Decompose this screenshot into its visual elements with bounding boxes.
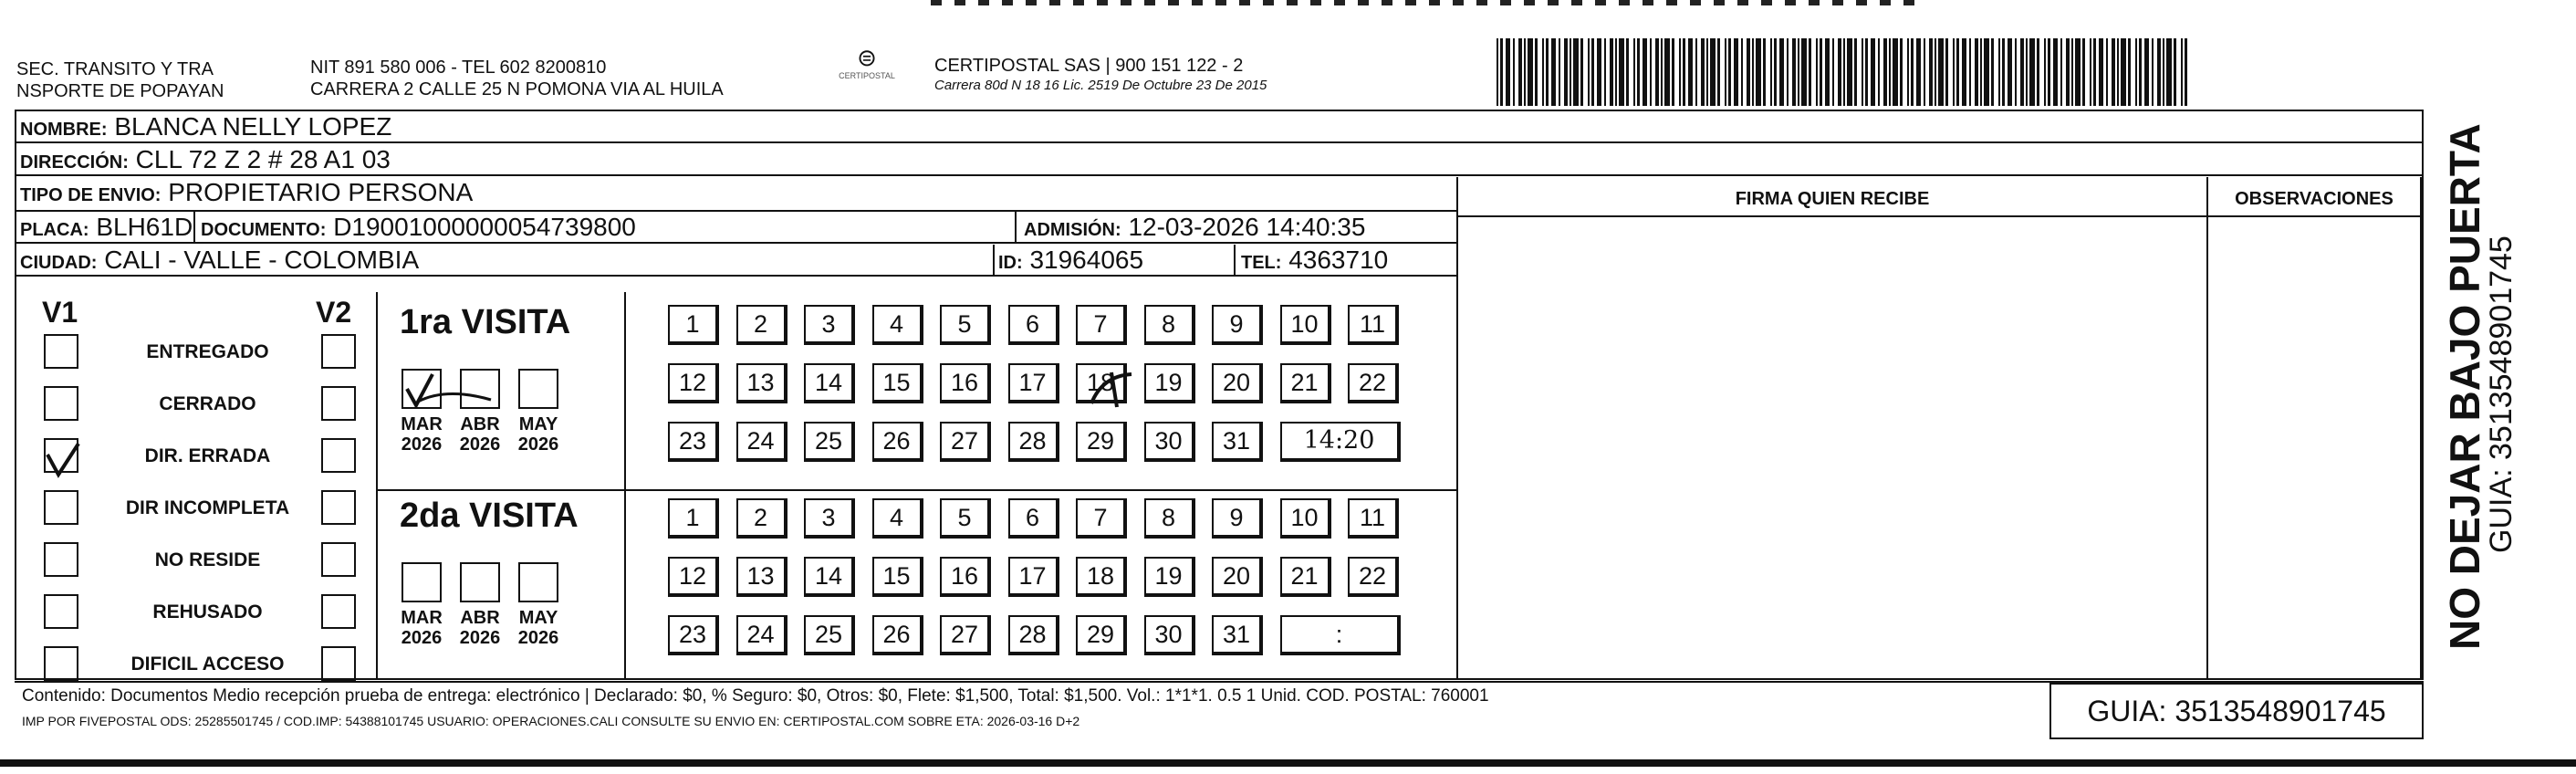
second-visit-day[interactable]: 18 [1076, 557, 1127, 597]
barcode-bar [1518, 38, 1522, 106]
barcode-bar [1683, 38, 1685, 106]
v2-checkbox[interactable] [321, 542, 356, 577]
first-visit-month-label [511, 414, 566, 455]
barcode-bar [1756, 38, 1761, 106]
second-visit-day[interactable]: 6 [1008, 498, 1059, 539]
second-visit-day[interactable]: 19 [1144, 557, 1195, 597]
status-option-label: REHUSADO [152, 601, 263, 622]
barcode-bar [1935, 38, 1936, 106]
barcode-bar [1962, 38, 1966, 106]
barcode-bar [1513, 38, 1515, 106]
barcode-bar [1792, 38, 1796, 106]
barcode-bar [1820, 38, 1822, 106]
barcode-bar [1615, 38, 1617, 106]
first-visit-day[interactable]: 22 [1348, 363, 1399, 403]
second-visit-day[interactable]: 16 [940, 557, 991, 597]
second-visit-day[interactable]: 27 [940, 615, 991, 655]
v1-checkbox[interactable] [44, 334, 78, 369]
barcode-bar [2060, 38, 2062, 106]
divider-visits [624, 292, 626, 679]
first-visit-day[interactable]: 30 [1144, 422, 1195, 462]
barcode-bar [1816, 38, 1818, 106]
second-visit-day[interactable]: 7 [1076, 498, 1127, 539]
barcode-bar [1945, 38, 1948, 106]
status-option-label: CERRADO [159, 393, 256, 414]
barcode-bar [1984, 38, 1989, 106]
sender-line-1: SEC. TRANSITO Y TRA [16, 59, 214, 79]
row-direccion [15, 144, 2424, 176]
barcode-bar [1865, 38, 1868, 106]
v1-checkbox[interactable] [44, 490, 78, 525]
first-visit-day[interactable]: 21 [1280, 363, 1331, 403]
v2-checkbox[interactable] [321, 334, 356, 369]
barcode-bar [2029, 38, 2035, 106]
barcode-bar [1551, 38, 1556, 106]
barcode-bar [1619, 38, 1624, 106]
barcode-bar [1774, 38, 1777, 106]
barcode-bar [1588, 38, 1590, 106]
first-visit-day[interactable]: 1 [668, 305, 719, 345]
barcode-bar [1878, 38, 1880, 106]
barcode-bar [1706, 38, 1708, 106]
barcode-bar [1787, 38, 1789, 106]
status-option-label: DIFICIL ACCESO [130, 654, 285, 675]
second-visit-month-label [394, 608, 449, 648]
barcode-bar [1725, 38, 1726, 106]
admision-cell [1024, 212, 1365, 246]
barcode-bar [1991, 38, 1994, 106]
first-visit-day[interactable]: 29 [1076, 422, 1127, 462]
first-visit-month-label [453, 414, 507, 455]
first-visit-day[interactable]: 23 [668, 422, 719, 462]
barcode-bar [1643, 38, 1647, 106]
barcode-bar [1524, 38, 1526, 106]
barcode-bar [1633, 38, 1635, 106]
barcode-bar [1591, 38, 1594, 106]
barcode-bar [2020, 38, 2024, 106]
first-visit-day[interactable]: 24 [736, 422, 787, 462]
second-visit-day[interactable]: 14 [804, 557, 855, 597]
barcode-bar [1747, 38, 1750, 106]
second-visit-day[interactable]: 22 [1348, 557, 1399, 597]
observaciones-header: OBSERVACIONES [2235, 189, 2393, 209]
barcode-bar [1546, 38, 1549, 106]
barcode-bar [1843, 38, 1845, 106]
second-visit-month-box[interactable] [460, 562, 500, 602]
second-visit-day[interactable]: 13 [736, 557, 787, 597]
check-dir-errada-icon [42, 440, 82, 480]
admision-label: ADMISIÓN: [1024, 220, 1121, 240]
barcode-bar [1559, 38, 1560, 106]
barcode-bar [2071, 38, 2073, 106]
courier-info [934, 55, 1267, 95]
barcode-bar [2066, 38, 2070, 106]
v2-checkbox[interactable] [321, 646, 356, 681]
status-option-label: DIR. ERRADA [144, 445, 271, 466]
barcode-bar [2152, 38, 2154, 106]
first-visit-day[interactable]: 20 [1212, 363, 1263, 403]
first-visit-day[interactable]: 11 [1348, 305, 1399, 345]
admision-value: 12-03-2026 14:40:35 [1128, 213, 1366, 241]
barcode-bar [1900, 38, 1903, 106]
id-cell [998, 245, 1143, 278]
barcode-bar [2144, 38, 2149, 106]
first-visit-day[interactable]: 4 [872, 305, 923, 345]
barcode-bar [1728, 38, 1731, 106]
documento-value: D19001000000054739800 [333, 213, 636, 241]
barcode-bar [2008, 38, 2012, 106]
second-visit-day[interactable]: 23 [668, 615, 719, 655]
barcode-bar [1854, 38, 1857, 106]
divider-id [993, 245, 995, 277]
barcode-bar [2135, 38, 2137, 106]
divider-placa [193, 212, 195, 244]
footer-contents: Contenido: Documentos Medio recepción prueba de entrega: electrónico | Declarado: $0, % Seguro: $0, Otros: $0, Flete: $1,500, Total: $1,500. Vol.: 1*1*1. 0.5 1 Unid. COD. POSTAL: 760001 [22, 686, 1489, 706]
side-guia: GUIA: 3513548901745 [2484, 235, 2519, 553]
documento-label: DOCUMENTO: [201, 220, 327, 240]
nombre-label: NOMBRE: [20, 120, 108, 140]
barcode-bar [1580, 38, 1583, 106]
second-visit-day[interactable]: 26 [872, 615, 923, 655]
v1-checkbox[interactable] [44, 646, 78, 681]
barcode-bar [1741, 38, 1743, 106]
barcode-bar [1832, 38, 1834, 106]
id-value: 31964065 [1029, 246, 1144, 274]
direccion-label: DIRECCIÓN: [20, 152, 129, 173]
courier-line: CERTIPOSTAL SAS | 900 151 122 - 2 [934, 56, 1244, 76]
row-ciudad [15, 245, 1456, 277]
barcode-bar [2099, 38, 2103, 106]
direccion-value: CLL 72 Z 2 # 28 A1 03 [135, 145, 391, 173]
v1-checkbox[interactable] [44, 386, 78, 421]
second-visit-day[interactable]: 25 [804, 615, 855, 655]
barcode-bar [2121, 38, 2126, 106]
certipostal-logo [821, 44, 913, 99]
barcode-bar [1672, 38, 1674, 106]
first-visit-day[interactable]: 12 [668, 363, 719, 403]
v2-header: V2 [316, 296, 352, 329]
barcode-bar [2015, 38, 2017, 106]
second-visit-day[interactable]: 24 [736, 615, 787, 655]
second-visit-day[interactable]: 28 [1008, 615, 1059, 655]
barcode-bar [1763, 38, 1766, 106]
barcode-bar [1734, 38, 1738, 106]
barcode-bar [1573, 38, 1579, 106]
first-visit-day[interactable]: 9 [1212, 305, 1263, 345]
courier-address: Carrera 80d N 18 16 Lic. 2519 De Octubre 23 De 2015 [934, 78, 1267, 93]
v2-checkbox[interactable] [321, 438, 356, 473]
barcode-bar [1924, 38, 1925, 106]
barcode-bar [2181, 38, 2183, 106]
barcode-bar [1998, 38, 2000, 106]
status-option-label: NO RESIDE [154, 549, 261, 570]
first-visit-day[interactable]: 2 [736, 305, 787, 345]
first-visit-day[interactable]: 10 [1280, 305, 1331, 345]
handwritten-check-march [396, 369, 496, 414]
handwritten-mark-day-18 [1084, 367, 1139, 413]
second-visit-day[interactable]: 5 [940, 498, 991, 539]
second-visit-day[interactable]: 20 [1212, 557, 1263, 597]
firma-header: FIRMA QUIEN RECIBE [1735, 189, 1930, 209]
row-nombre [15, 111, 2424, 143]
barcode-bar [1893, 38, 1898, 106]
ciudad-value: CALI - VALLE - COLOMBIA [104, 246, 420, 274]
first-visit-day[interactable]: 13 [736, 363, 787, 403]
barcode-bar [2093, 38, 2096, 106]
barcode-bar [1661, 38, 1663, 106]
second-visit-month-box[interactable] [518, 562, 558, 602]
barcode-bar [1969, 38, 1971, 106]
barcode-bar [2106, 38, 2108, 106]
barcode-bar [1838, 38, 1841, 106]
first-visit-day[interactable]: 16 [940, 363, 991, 403]
barcode-bar [1862, 38, 1863, 106]
barcode-bar [1626, 38, 1629, 106]
second-visit-day[interactable]: 29 [1076, 615, 1127, 655]
month-year: 2026 [517, 628, 559, 648]
sender-contact [310, 57, 724, 100]
barcode-bar [1717, 38, 1720, 106]
month-year: 2026 [401, 628, 443, 648]
placa-value: BLH61D [96, 213, 193, 241]
no-dejar-bajo-puerta: NO DEJAR BAJO PUERTA [2441, 123, 2488, 650]
first-visit-month-label [394, 414, 449, 455]
first-visit-day[interactable]: 25 [804, 422, 855, 462]
month-name: MAY [518, 608, 558, 628]
month-year: 2026 [459, 434, 501, 455]
month-name: ABR [460, 414, 500, 434]
barcode-bar [1929, 38, 1933, 106]
first-visit-day[interactable]: 18 [1076, 363, 1127, 403]
barcode-bar [2075, 38, 2081, 106]
tel-cell [1241, 245, 1388, 278]
footer-imp: IMP POR FIVEPOSTAL ODS: 25285501745 / COD.IMP: 54388101745 USUARIO: OPERACIONES.CALI CONSULTE SU ENVIO EN: CERTIPOSTAL.COM SOBRE ETA: 2026-03-16 D+2 [22, 714, 1080, 728]
id-label: ID: [998, 253, 1023, 273]
first-visit-day[interactable]: 15 [872, 363, 923, 403]
first-visit-day[interactable]: 27 [940, 422, 991, 462]
sender-line-2: NSPORTE DE POPAYAN [16, 81, 224, 101]
divider-right [2420, 177, 2422, 679]
status-option-label: ENTREGADO [146, 341, 269, 362]
header-underline [1458, 215, 2420, 217]
barcode-bar [1500, 38, 1503, 106]
barcode-bar [1907, 38, 1909, 106]
month-name: MAR [401, 608, 443, 628]
barcode-bar [2128, 38, 2131, 106]
barcode-bar [2082, 38, 2085, 106]
first-visit-time[interactable]: 14:20 [1280, 422, 1401, 462]
barcode-bar [1770, 38, 1772, 106]
first-visit-day[interactable]: 5 [940, 305, 991, 345]
barcode-bar [2002, 38, 2005, 106]
barcode-bar [1688, 38, 1693, 106]
second-visit-day[interactable]: 4 [872, 498, 923, 539]
barcode-bar [1506, 38, 1510, 106]
tel-label: TEL: [1241, 253, 1282, 273]
barcode-bar [1871, 38, 1875, 106]
sender-name [16, 58, 224, 102]
barcode-bar [2044, 38, 2046, 106]
second-visit-time[interactable]: : [1280, 615, 1401, 655]
barcode-bar [1752, 38, 1754, 106]
barcode [1497, 38, 2190, 106]
barcode-bar [2026, 38, 2028, 106]
second-visit-month-label [511, 608, 566, 648]
v2-checkbox[interactable] [321, 386, 356, 421]
divider-second-visit [378, 489, 1456, 491]
barcode-bar [2090, 38, 2091, 106]
second-visit-day[interactable]: 12 [668, 557, 719, 597]
nombre-value: BLANCA NELLY LOPEZ [114, 112, 392, 141]
barcode-bar [2053, 38, 2058, 106]
barcode-bar [1883, 38, 1887, 106]
month-name: MAR [401, 414, 443, 434]
first-visit-day[interactable]: 19 [1144, 363, 1195, 403]
barcode-bar [1975, 38, 1978, 106]
barcode-bar [1911, 38, 1914, 106]
first-visit-day[interactable]: 17 [1008, 363, 1059, 403]
first-visit-day[interactable]: 26 [872, 422, 923, 462]
bottom-edge [0, 759, 2576, 767]
barcode-bar [1889, 38, 1891, 106]
certipostal-logo-icon: ⊜ [857, 44, 877, 71]
tipo-label: TIPO DE ENVIO: [20, 185, 162, 205]
second-visit-day[interactable]: 30 [1144, 615, 1195, 655]
v1-checkbox[interactable] [44, 542, 78, 577]
month-year: 2026 [401, 434, 443, 455]
first-visit-month-box[interactable] [518, 369, 558, 409]
barcode-bar [1798, 38, 1799, 106]
second-visit-month-label [453, 608, 507, 648]
barcode-bar [1655, 38, 1659, 106]
tel-value: 4363710 [1288, 246, 1389, 274]
month-name: MAY [518, 414, 558, 434]
second-visit-day[interactable]: 17 [1008, 557, 1059, 597]
barcode-bar [1637, 38, 1640, 106]
barcode-bar [1650, 38, 1652, 106]
status-option-label: DIR INCOMPLETA [125, 497, 290, 518]
barcode-bar [2048, 38, 2050, 106]
barcode-bar [1779, 38, 1784, 106]
barcode-bar [1701, 38, 1705, 106]
second-visit-day[interactable]: 21 [1280, 557, 1331, 597]
address-line: CARRERA 2 CALLE 25 N POMONA VIA AL HUILA [310, 79, 724, 99]
second-visit-day[interactable]: 1 [668, 498, 719, 539]
first-visit-day[interactable]: 3 [804, 305, 855, 345]
barcode-bar [1610, 38, 1613, 106]
divider-tel [1234, 245, 1236, 277]
barcode-bar [2174, 38, 2176, 106]
barcode-bar [1695, 38, 1697, 106]
divider-firma [1456, 177, 1458, 679]
v2-checkbox[interactable] [321, 594, 356, 629]
second-visit-day[interactable]: 9 [1212, 498, 1263, 539]
barcode-bar [1664, 38, 1670, 106]
divider-status [376, 292, 378, 679]
barcode-bar [2117, 38, 2119, 106]
first-visit-day[interactable]: 6 [1008, 305, 1059, 345]
barcode-bar [1980, 38, 1982, 106]
second-visit-day[interactable]: 31 [1212, 615, 1263, 655]
ciudad-label: CIUDAD: [20, 253, 98, 273]
barcode-bar [1953, 38, 1955, 106]
barcode-bar [2112, 38, 2115, 106]
barcode-bar [2139, 38, 2142, 106]
first-visit-day[interactable]: 28 [1008, 422, 1059, 462]
first-visit-day[interactable]: 31 [1212, 422, 1263, 462]
placa-label: PLACA: [20, 220, 89, 240]
barcode-bar [1564, 38, 1568, 106]
logo-text: CERTIPOSTAL [839, 71, 895, 80]
barcode-bar [1497, 38, 1498, 106]
barcode-bar [1847, 38, 1852, 106]
barcode-bar [1916, 38, 1921, 106]
v1-checkbox[interactable] [44, 594, 78, 629]
month-name: ABR [460, 608, 500, 628]
barcode-bar [1570, 38, 1571, 106]
month-year: 2026 [517, 434, 559, 455]
barcode-bar [1597, 38, 1601, 106]
barcode-bar [1535, 38, 1538, 106]
barcode-bar [2037, 38, 2039, 106]
divider-observaciones [2206, 177, 2208, 679]
barcode-bar [2163, 38, 2164, 106]
second-visit-day[interactable]: 10 [1280, 498, 1331, 539]
top-edge-dashes [931, 0, 1916, 5]
barcode-bar [2166, 38, 2172, 106]
barcode-bar [2157, 38, 2161, 106]
barcode-bar [1801, 38, 1807, 106]
v2-checkbox[interactable] [321, 490, 356, 525]
barcode-bar [1604, 38, 1606, 106]
second-visit-month-box[interactable] [402, 562, 442, 602]
barcode-bar [1956, 38, 1959, 106]
barcode-bar [1809, 38, 1811, 106]
second-visit-title: 2da VISITA [400, 497, 579, 535]
barcode-bar [1710, 38, 1716, 106]
first-visit-day[interactable]: 8 [1144, 305, 1195, 345]
documento-cell [201, 212, 636, 246]
barcode-bar [1938, 38, 1944, 106]
first-visit-day[interactable]: 7 [1076, 305, 1127, 345]
second-visit-day[interactable]: 8 [1144, 498, 1195, 539]
barcode-bar [1825, 38, 1830, 106]
second-visit-day[interactable]: 15 [872, 557, 923, 597]
nit-line: NIT 891 580 006 - TEL 602 8200810 [310, 58, 607, 78]
second-visit-day[interactable]: 2 [736, 498, 787, 539]
second-visit-day[interactable]: 11 [1348, 498, 1399, 539]
first-visit-title: 1ra VISITA [400, 303, 571, 341]
second-visit-day[interactable]: 3 [804, 498, 855, 539]
v1-header: V1 [42, 296, 78, 329]
barcode-bar [2185, 38, 2187, 106]
barcode-bar [1679, 38, 1681, 106]
month-year: 2026 [459, 628, 501, 648]
barcode-bar [1542, 38, 1544, 106]
tipo-value: PROPIETARIO PERSONA [168, 178, 474, 206]
guia-box: GUIA: 3513548901745 [2049, 683, 2424, 739]
barcode-bar [1528, 38, 1533, 106]
divider-admision [1015, 212, 1017, 244]
first-visit-day[interactable]: 14 [804, 363, 855, 403]
